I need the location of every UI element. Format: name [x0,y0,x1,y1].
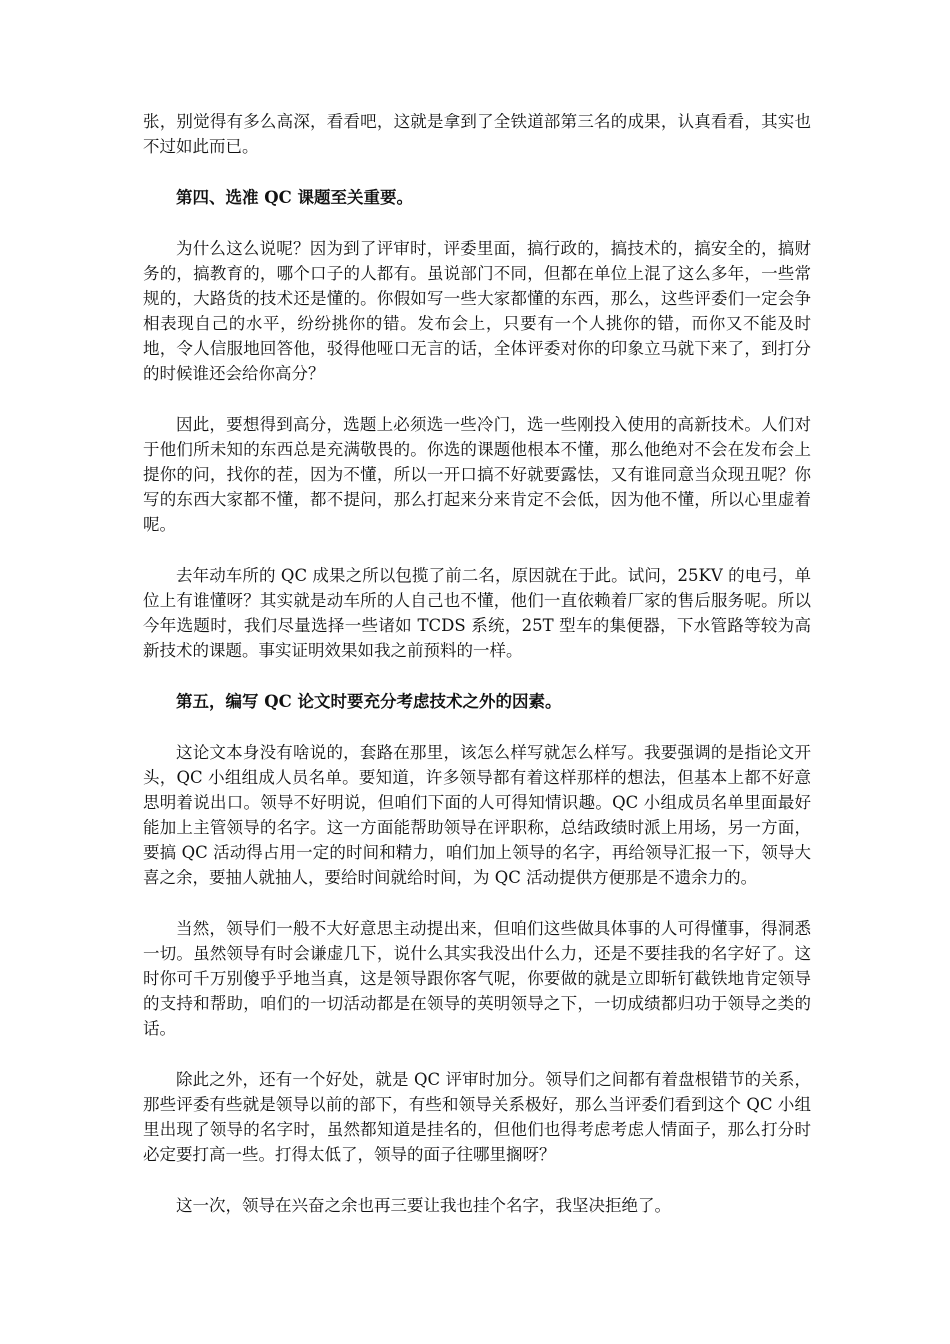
paragraph: 这一次，领导在兴奋之余也再三要让我也挂个名字，我坚决拒绝了。 [176,1196,671,1215]
document-body [143,109,811,1244]
paragraph: 去年动车所的 QC 成果之所以包揽了前二名，原因就在于此。试问，25KV 的电弓，单位上有谁懂呀？其实就是动车所的人自己也不懂，他们一直依赖着厂家的售后服务呢。所以今年选题时，我们尽量选择一些诸如 TCDS 系统，25T 型车的集便器，下水管路等较为高新技术的课题。事实证明效果如我之前预料的一样。 [143,566,811,660]
paragraph-continuation: 张，别觉得有多么高深，看看吧，这就是拿到了全铁道部第三名的成果，认真看看，其实也不过如此而已。 [143,112,811,156]
section-heading-5: 第五，编写 QC 论文时要充分考虑技术之外的因素。 [176,692,562,711]
paragraph: 因此，要想得到高分，选题上必须选一些冷门，选一些刚投入使用的高新技术。人们对于他们所未知的东西总是充满敬畏的。你选的课题他根本不懂，那么他绝对不会在发布会上提你的问，找你的茬，因为不懂，所以一开口搞不好就要露怯，又有谁同意当众现丑呢？你写的东西大家都不懂，都不提问，那么打起来分来肯定不会低，因为他不懂，所以心里虚着呢。 [143,415,811,534]
paragraph: 为什么这么说呢？因为到了评审时，评委里面，搞行政的，搞技术的，搞安全的，搞财务的，搞教育的，哪个口子的人都有。虽说部门不同，但都在单位上混了这么多年，一些常规的，大路货的技术还是懂的。你假如写一些大家都懂的东西，那么，这些评委们一定会争相表现自己的水平，纷纷挑你的错。发布会上，只要有一个人挑你的错，而你又不能及时地，令人信服地回答他，驳得他哑口无言的话，全体评委对你的印象立马就下来了，到打分的时候谁还会给你高分？ [143,239,811,383]
paragraph: 这论文本身没有啥说的，套路在那里，该怎么样写就怎么样写。我要强调的是指论文开头，QC 小组组成人员名单。要知道，许多领导都有着这样那样的想法，但基本上都不好意思明着说出口。领导不好明说，但咱们下面的人可得知情识趣。QC 小组成员名单里面最好能加上主管领导的名字。这一方面能帮助领导在评职称，总结政绩时派上用场，另一方面，要搞 QC 活动得占用一定的时间和精力，咱们加上领导的名字，再给领导汇报一下，领导大喜之余，要抽人就抽人，要给时间就给时间，为 QC 活动提供方便那是不遗余力的。 [143,743,811,887]
paragraph: 除此之外，还有一个好处，就是 QC 评审时加分。领导们之间都有着盘根错节的关系，那些评委有些就是领导以前的部下，有些和领导关系极好，那么当评委们看到这个 QC 小组里出现了领导的名字时，虽然都知道是挂名的，但他们也得考虑考虑人情面子，那么打分时必定要打高一些。打得太低了，领导的面子往哪里搁呀？ [143,1070,811,1164]
section-heading-4: 第四、选准 QC 课题至关重要。 [176,188,413,207]
paragraph: 当然，领导们一般不大好意思主动提出来，但咱们这些做具体事的人可得懂事，得洞悉一切。虽然领导有时会谦虚几下，说什么其实我没出什么力，还是不要挂我的名字好了。这时你可千万别傻乎乎地当真，这是领导跟你客气呢，你要做的就是立即斩钉截铁地肯定领导的支持和帮助，咱们的一切活动都是在领导的英明领导之下，一切成绩都归功于领导之类的话。 [143,919,811,1038]
